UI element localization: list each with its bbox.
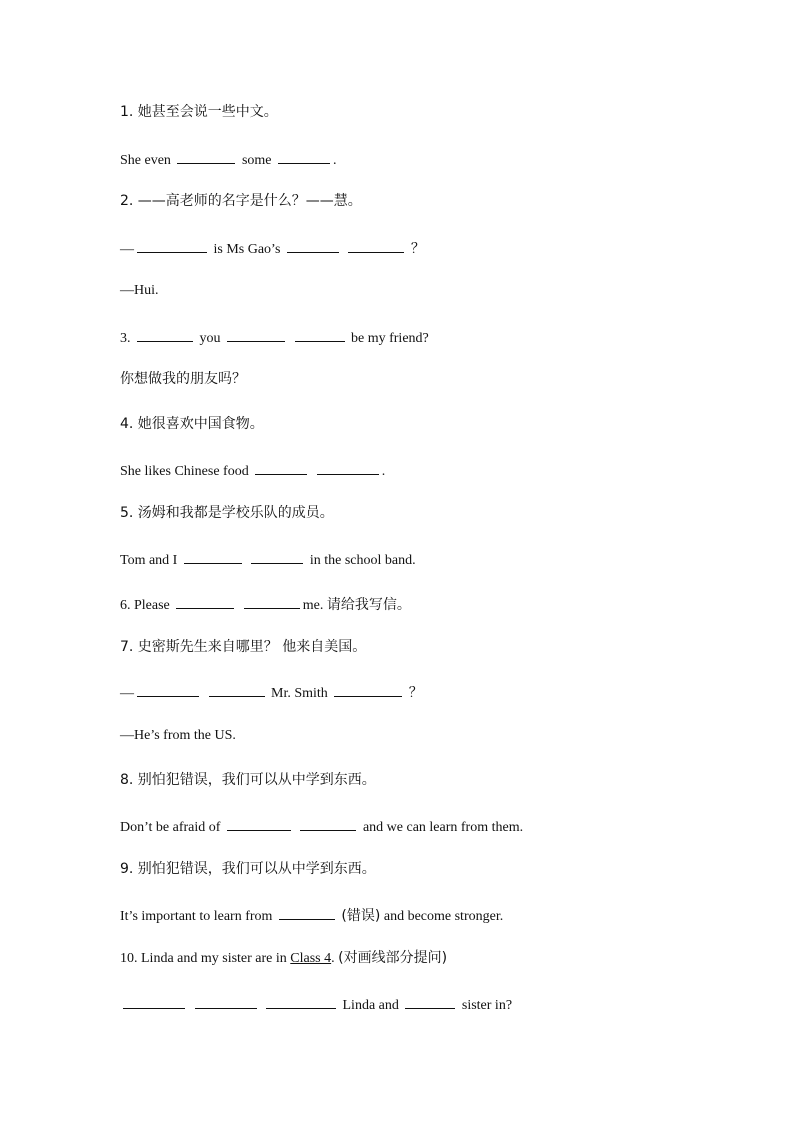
answer-blank[interactable] — [300, 816, 356, 831]
sentence-text: She likes Chinese food — [120, 464, 253, 479]
worksheet-line — [120, 594, 411, 615]
answer-blank[interactable] — [279, 905, 335, 920]
worksheet-line — [120, 282, 159, 300]
sentence-text: and we can learn from them. — [359, 820, 524, 835]
question-text: 10. Linda and my sister are in — [120, 951, 291, 966]
answer-blank[interactable] — [334, 682, 402, 697]
answer-blank[interactable] — [137, 327, 193, 342]
worksheet-line — [120, 638, 366, 657]
sentence-text: . — [381, 464, 386, 479]
sentence-text: —He’s from the US. — [120, 728, 236, 743]
sentence-text: —Hui. — [120, 283, 159, 298]
chinese-prompt: (错误) — [341, 908, 381, 924]
answer-blank[interactable] — [295, 327, 345, 342]
sentence-text: 6. Please — [120, 598, 174, 613]
answer-blank[interactable] — [255, 460, 307, 475]
sentence-text: 3. — [120, 331, 134, 346]
worksheet-line — [120, 149, 337, 170]
chinese-prompt: 1. 她甚至会说一些中文。 — [120, 104, 278, 120]
sentence-text: sister in? — [458, 998, 513, 1013]
sentence-text: Don’t be afraid of — [120, 820, 224, 835]
sentence-text: and become stronger. — [380, 909, 504, 924]
worksheet-line — [120, 816, 523, 837]
answer-blank[interactable] — [137, 682, 199, 697]
sentence-text: Mr. Smith — [267, 686, 332, 701]
answer-blank[interactable] — [287, 238, 339, 253]
answer-blank[interactable] — [227, 816, 291, 831]
worksheet-line — [120, 905, 503, 926]
worksheet-line — [120, 504, 334, 523]
sentence-text — [260, 998, 264, 1013]
sentence-text — [342, 242, 346, 257]
chinese-prompt: 7. 史密斯先生来自哪里？ 他来自美国。 — [120, 639, 367, 655]
answer-blank[interactable] — [176, 594, 234, 609]
worksheet-line — [120, 860, 376, 879]
answer-blank[interactable] — [137, 238, 207, 253]
sentence-text: — — [120, 686, 134, 701]
answer-blank[interactable] — [195, 994, 257, 1009]
sentence-text: me. — [302, 598, 327, 613]
answer-blank[interactable] — [123, 994, 185, 1009]
sentence-text — [245, 553, 249, 568]
answer-blank[interactable] — [227, 327, 285, 342]
worksheet-line — [120, 727, 236, 745]
sentence-text: you — [196, 331, 224, 346]
sentence-text — [202, 686, 206, 701]
worksheet-line — [120, 415, 264, 434]
question-text: . — [331, 951, 339, 966]
worksheet-line — [120, 192, 362, 211]
sentence-text: . — [333, 153, 337, 168]
sentence-text — [310, 464, 314, 479]
worksheet-line — [120, 327, 429, 348]
instruction-note: (对画线部分提问) — [338, 950, 448, 966]
sentence-text: — — [120, 242, 134, 257]
sentence-text: Tom and I — [120, 553, 181, 568]
worksheet-line — [120, 949, 447, 968]
chinese-prompt: 2. ——高老师的名字是什么？——慧。 — [120, 193, 362, 209]
answer-blank[interactable] — [244, 594, 300, 609]
answer-blank[interactable] — [405, 994, 455, 1009]
worksheet-line — [120, 994, 512, 1015]
answer-blank[interactable] — [184, 549, 242, 564]
chinese-prompt: 8. 别怕犯错误，我们可以从中学到东西。 — [120, 772, 376, 788]
sentence-text: is Ms Gao’s — [210, 242, 284, 257]
answer-blank[interactable] — [278, 149, 330, 164]
answer-blank[interactable] — [266, 994, 336, 1009]
sentence-text: be my friend? — [347, 331, 429, 346]
worksheet-line — [120, 682, 423, 703]
sentence-text: some — [238, 153, 275, 168]
worksheet-line — [120, 460, 385, 481]
sentence-text — [294, 820, 298, 835]
worksheet-line — [120, 103, 278, 122]
sentence-text: She even — [120, 153, 175, 168]
answer-blank[interactable] — [209, 682, 265, 697]
worksheet-line — [120, 238, 425, 259]
sentence-text: Linda and — [339, 998, 403, 1013]
sentence-text: in the school band. — [306, 553, 416, 568]
answer-blank[interactable] — [348, 238, 404, 253]
sentence-text — [188, 998, 192, 1013]
chinese-prompt: 请给我写信。 — [326, 597, 411, 613]
worksheet-line — [120, 549, 416, 570]
sentence-text: ？ — [407, 242, 425, 257]
worksheet-line — [120, 771, 376, 790]
sentence-text: ？ — [405, 686, 423, 701]
worksheet-line — [120, 370, 246, 389]
chinese-prompt: 5. 汤姆和我都是学校乐队的成员。 — [120, 505, 334, 521]
answer-blank[interactable] — [177, 149, 235, 164]
sentence-text — [288, 331, 292, 346]
sentence-text: It’s important to learn from — [120, 909, 276, 924]
underlined-phrase: Class 4 — [290, 951, 332, 966]
answer-blank[interactable] — [317, 460, 379, 475]
chinese-prompt: 你想做我的朋友吗？ — [120, 371, 246, 387]
chinese-prompt: 4. 她很喜欢中国食物。 — [120, 416, 264, 432]
sentence-text — [237, 598, 241, 613]
chinese-prompt: 9. 别怕犯错误，我们可以从中学到东西。 — [120, 861, 376, 877]
answer-blank[interactable] — [251, 549, 303, 564]
